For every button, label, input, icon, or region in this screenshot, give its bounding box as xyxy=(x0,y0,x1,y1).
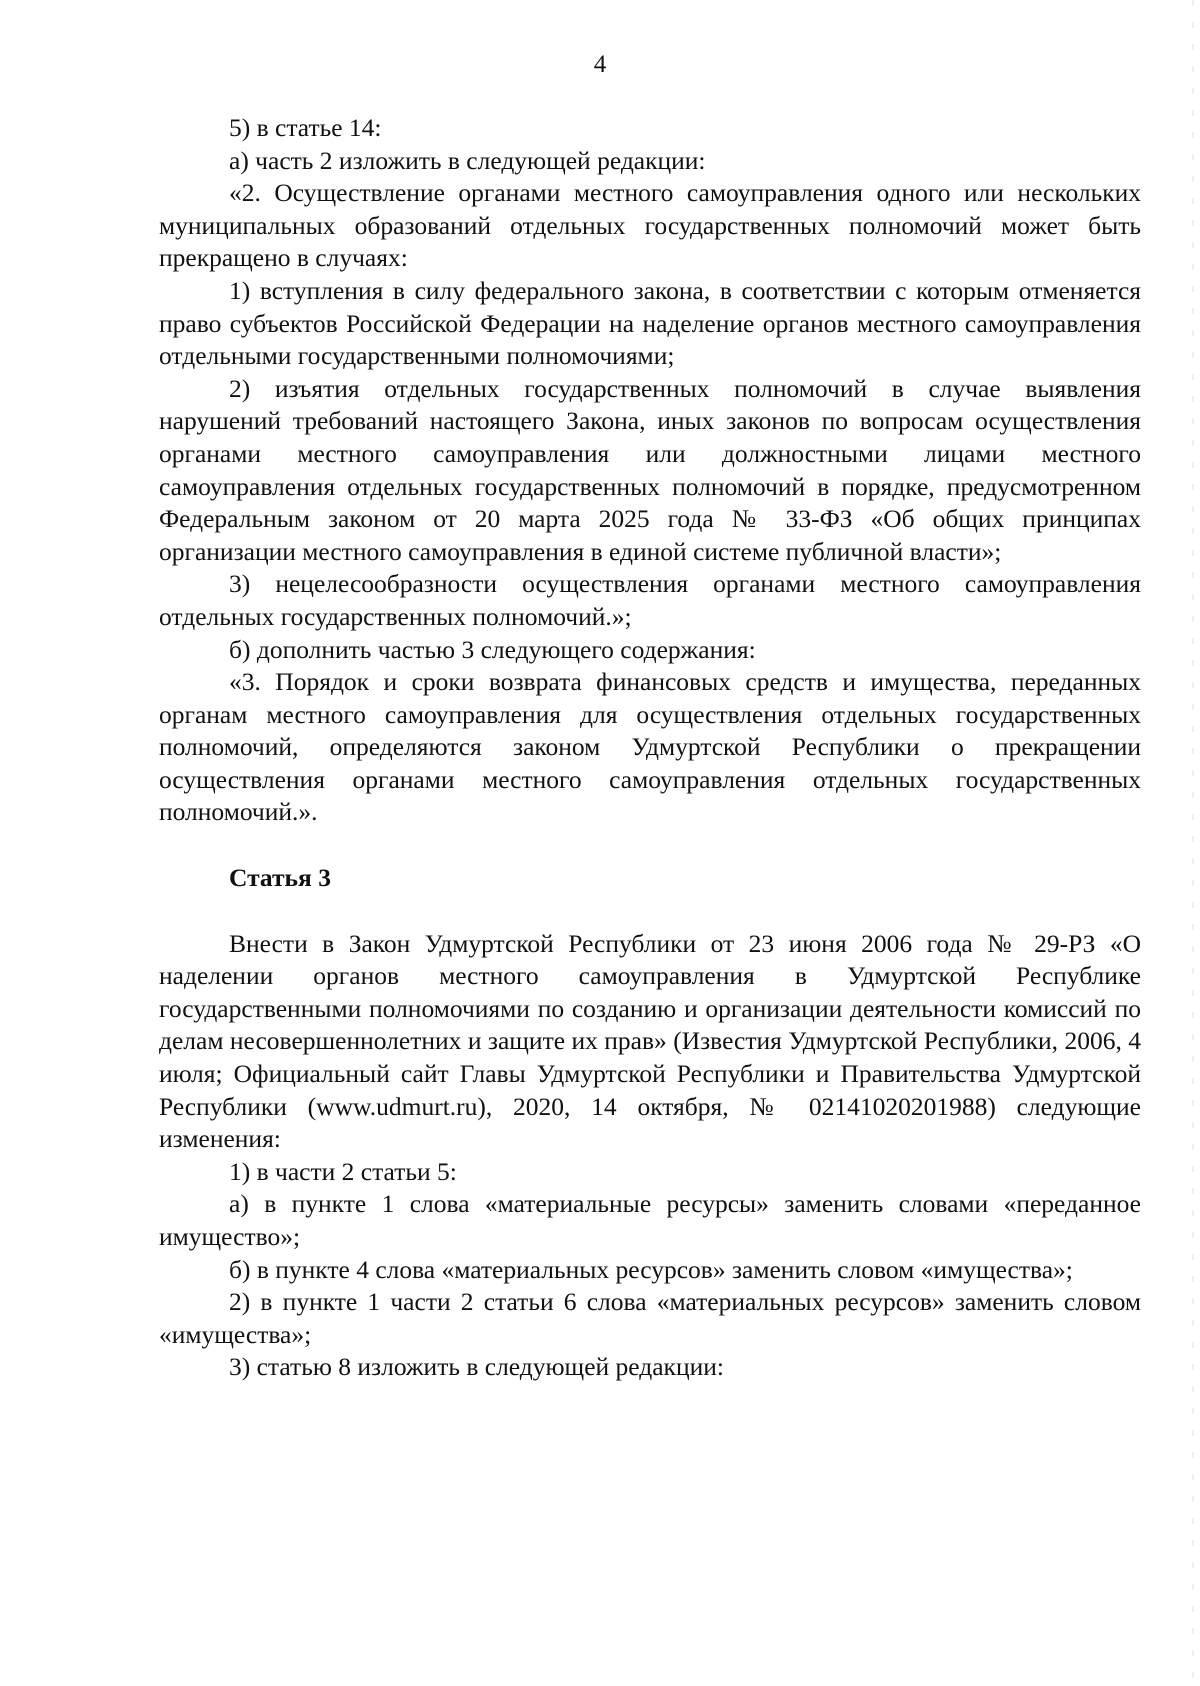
paragraph: 5) в статье 14: xyxy=(229,113,382,142)
document-body xyxy=(159,112,1141,1384)
paragraph: «3. Порядок и сроки возврата финансовых средств и имущества, переданных органам местного самоуправления для осуществления отдельных государственных полномочий, определяются законом Удмуртской Республики о прекращении осуществления органами местного самоуправления отдельных государственных полномочий.». xyxy=(159,667,1141,827)
article-heading: Статья 3 xyxy=(229,863,331,893)
page-number: 4 xyxy=(593,51,607,78)
paragraph: 2) в пункте 1 части 2 статьи 6 слова «материальных ресурсов» заменить словом «имущества»; xyxy=(159,1287,1141,1349)
paragraph: б) в пункте 4 слова «материальных ресурсов» заменить словом «имущества»; xyxy=(229,1254,1073,1284)
paragraph: 3) нецелесообразности осуществления органами местного самоуправления отдельных государственных полномочий.»; xyxy=(159,569,1141,631)
paragraph: а) в пункте 1 слова «материальные ресурсы» заменить словами «переданное имущество»; xyxy=(159,1189,1141,1251)
paragraph: 1) вступления в силу федерального закона, в соответствии с которым отменяется право субъектов Российской Федерации на наделение органов местного самоуправления отдельными государственными полномочиями; xyxy=(159,275,1141,371)
scan-edge-artifact xyxy=(1192,0,1194,1686)
paragraph: «2. Осуществление органами местного самоуправления одного или нескольких муниципальных образований отдельных государственных полномочий может быть прекращено в случаях: xyxy=(159,178,1141,273)
paragraph: 3) статью 8 изложить в следующей редакции: xyxy=(229,1352,724,1382)
paragraph: 2) изъятия отдельных государственных полномочий в случае выявления нарушений требований настоящего Закона, иных законов по вопросам осуществления органами местного самоуправления или должностными лицами местного самоуправления отдельных государственных полномочий в порядке, предусмотренном Федеральным законом от 20 марта 2025 года № 33-ФЗ «Об общих принципах организации местного самоуправления в единой системе публичной власти»; xyxy=(159,373,1141,566)
paragraph: 1) в части 2 статьи 5: xyxy=(229,1156,457,1186)
paragraph: б) дополнить частью 3 следующего содержания: xyxy=(229,634,756,664)
paragraph: а) часть 2 изложить в следующей редакции: xyxy=(229,145,706,175)
paragraph: Внести в Закон Удмуртской Республики от 23 июня 2006 года № 29-РЗ «О наделении органов местного самоуправления в Удмуртской Республике государственными полномочиями по созданию и организации деятельности комиссий по делам несовершеннолетних и защите их прав» (Известия Удмуртской Республики, 2006, 4 июля; Официальный сайт Главы Удмуртской Республики и Правительства Удмуртской Республики (www.udmurt.ru), 2020, 14 октября, № 02141020201988) следующие изменения: xyxy=(159,928,1141,1154)
